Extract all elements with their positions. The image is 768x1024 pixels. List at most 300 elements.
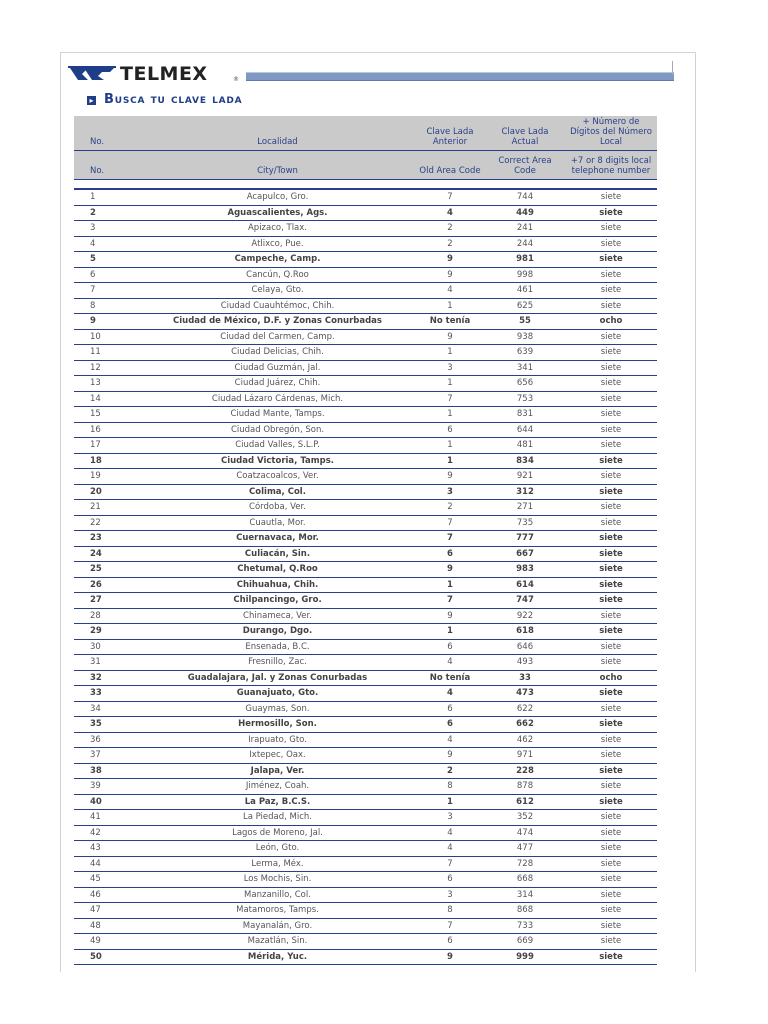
telmex-header [66,60,682,90]
cell-no: 26 [74,577,140,593]
cell-new-code: 669 [485,934,565,950]
cell-old-code: 3 [415,810,485,826]
table-row [74,453,657,469]
cell-digits: siete [565,562,657,578]
cell-digits: siete [565,469,657,485]
cell-city: Chinameca, Ver. [140,608,415,624]
cell-city: Ciudad Victoria, Tamps. [140,453,415,469]
cell-no: 45 [74,872,140,888]
table-row [74,903,657,919]
registered-mark: ® [233,76,239,83]
cell-old-code: 6 [415,701,485,717]
cell-digits: siete [565,686,657,702]
cell-new-code: 983 [485,562,565,578]
header-row-english [74,151,657,180]
cell-old-code: 9 [415,252,485,268]
cell-city: León, Gto. [140,841,415,857]
table-row [74,376,657,392]
table-row [74,887,657,903]
cell-digits: siete [565,608,657,624]
col-header-no-en: No. [74,151,140,180]
cell-city: Guadalajara, Jal. y Zonas Conurbadas [140,670,415,686]
cell-digits: siete [565,763,657,779]
cell-new-code: 341 [485,360,565,376]
cell-digits: ocho [565,314,657,330]
cell-new-code: 625 [485,298,565,314]
cell-city: Ixtepec, Oax. [140,748,415,764]
table-row [74,934,657,950]
cell-new-code: 462 [485,732,565,748]
cell-no: 34 [74,701,140,717]
cell-city: Cancún, Q.Roo [140,267,415,283]
cell-old-code: 4 [415,732,485,748]
cell-no: 7 [74,283,140,299]
cell-new-code: 614 [485,577,565,593]
cell-no: 35 [74,717,140,733]
cell-city: Ciudad Valles, S.L.P. [140,438,415,454]
cell-digits: siete [565,500,657,516]
cell-old-code: 7 [415,391,485,407]
cell-new-code: 922 [485,608,565,624]
table-row [74,515,657,531]
cell-old-code: 1 [415,577,485,593]
cell-old-code: 2 [415,500,485,516]
cell-old-code: 3 [415,484,485,500]
cell-no: 4 [74,236,140,252]
cell-city: Ciudad Mante, Tamps. [140,407,415,423]
cell-old-code: 9 [415,748,485,764]
cell-city: Ciudad Juárez, Chih. [140,376,415,392]
cell-new-code: 55 [485,314,565,330]
cell-new-code: 244 [485,236,565,252]
table-row [74,205,657,221]
table-row [74,593,657,609]
cell-no: 30 [74,639,140,655]
cell-no: 9 [74,314,140,330]
cell-digits: siete [565,655,657,671]
brand-name: TELMEX [120,63,208,85]
cell-no: 15 [74,407,140,423]
cell-digits: siete [565,903,657,919]
cell-city: Durango, Dgo. [140,624,415,640]
cell-old-code: 1 [415,624,485,640]
cell-digits: siete [565,949,657,965]
cell-old-code: 1 [415,407,485,423]
cell-new-code: 921 [485,469,565,485]
cell-new-code: 493 [485,655,565,671]
cell-new-code: 999 [485,949,565,965]
table-row [74,314,657,330]
cell-old-code: 6 [415,639,485,655]
cell-old-code: 1 [415,298,485,314]
cell-digits: siete [565,407,657,423]
cell-no: 1 [74,189,140,205]
cell-new-code: 656 [485,376,565,392]
table-row [74,298,657,314]
cell-new-code: 314 [485,887,565,903]
cell-city: Ciudad Cuauhtémoc, Chih. [140,298,415,314]
cell-city: Ciudad del Carmen, Camp. [140,329,415,345]
cell-old-code: 7 [415,918,485,934]
cell-digits: siete [565,329,657,345]
cell-old-code: 3 [415,360,485,376]
col-header-correct-code: Correct Area Code [485,151,565,180]
cell-digits: siete [565,934,657,950]
table-row [74,701,657,717]
table-row [74,825,657,841]
cell-digits: siete [565,872,657,888]
cell-digits: siete [565,376,657,392]
cell-new-code: 747 [485,593,565,609]
table-row [74,655,657,671]
cell-digits: siete [565,546,657,562]
cell-city: Ciudad de México, D.F. y Zonas Conurbadas [140,314,415,330]
table-row [74,949,657,965]
table-row [74,252,657,268]
table-row [74,438,657,454]
cell-new-code: 639 [485,345,565,361]
cell-new-code: 352 [485,810,565,826]
cell-no: 36 [74,732,140,748]
cell-no: 19 [74,469,140,485]
col-header-digits: +7 or 8 digits local telephone number [565,151,657,180]
cell-no: 20 [74,484,140,500]
cell-old-code: 1 [415,794,485,810]
cell-city: La Piedad, Mich. [140,810,415,826]
cell-old-code: 8 [415,903,485,919]
cell-new-code: 33 [485,670,565,686]
cell-old-code: 6 [415,934,485,950]
table-row [74,732,657,748]
cell-new-code: 777 [485,531,565,547]
cell-city: Lerma, Méx. [140,856,415,872]
cell-new-code: 878 [485,779,565,795]
cell-city: Los Mochis, Sin. [140,872,415,888]
cell-city: Campeche, Camp. [140,252,415,268]
cell-old-code: 4 [415,825,485,841]
cell-new-code: 744 [485,189,565,205]
cell-no: 48 [74,918,140,934]
cell-digits: siete [565,748,657,764]
cell-no: 5 [74,252,140,268]
cell-new-code: 668 [485,872,565,888]
cell-city: Chetumal, Q.Roo [140,562,415,578]
cell-no: 28 [74,608,140,624]
table-row [74,810,657,826]
cell-old-code: 4 [415,283,485,299]
cell-old-code: 6 [415,717,485,733]
table-row [74,841,657,857]
cell-old-code: No tenía [415,314,485,330]
table-row [74,469,657,485]
cell-city: Ciudad Delicias, Chih. [140,345,415,361]
cell-old-code: 7 [415,189,485,205]
cell-new-code: 646 [485,639,565,655]
cell-new-code: 228 [485,763,565,779]
cell-city: Irapuato, Gto. [140,732,415,748]
cell-old-code: 7 [415,593,485,609]
table-row [74,639,657,655]
table-row [74,546,657,562]
cell-digits: siete [565,360,657,376]
cell-city: Coatzacoalcos, Ver. [140,469,415,485]
cell-old-code: 9 [415,949,485,965]
cell-digits: siete [565,422,657,438]
cell-new-code: 831 [485,407,565,423]
cell-digits: siete [565,825,657,841]
table-row [74,577,657,593]
cell-old-code: 4 [415,686,485,702]
cell-digits: siete [565,252,657,268]
cell-new-code: 868 [485,903,565,919]
table-row [74,484,657,500]
cell-digits: siete [565,283,657,299]
col-header-digitos: + Número de Dígitos del Número Local [565,116,657,151]
table-row [74,918,657,934]
cell-digits: siete [565,205,657,221]
table-row [74,236,657,252]
cell-digits: siete [565,887,657,903]
cell-digits: siete [565,298,657,314]
table-row [74,531,657,547]
cell-old-code: 4 [415,841,485,857]
header-divider [672,61,673,75]
cell-no: 46 [74,887,140,903]
cell-new-code: 312 [485,484,565,500]
cell-old-code: 9 [415,608,485,624]
cell-no: 38 [74,763,140,779]
cell-old-code: 2 [415,221,485,237]
cell-no: 24 [74,546,140,562]
table-row [74,856,657,872]
cell-no: 47 [74,903,140,919]
cell-city: Guanajuato, Gto. [140,686,415,702]
table-row [74,872,657,888]
cell-digits: siete [565,717,657,733]
telmex-logo-icon [68,64,116,84]
cell-city: Manzanillo, Col. [140,887,415,903]
cell-digits: siete [565,267,657,283]
table-row [74,500,657,516]
col-header-clave-anterior: Clave Lada Anterior [415,116,485,151]
cell-digits: siete [565,841,657,857]
cell-digits: siete [565,189,657,205]
table-row [74,422,657,438]
cell-digits: siete [565,856,657,872]
table-row [74,329,657,345]
table-row [74,608,657,624]
cell-city: Apizaco, Tlax. [140,221,415,237]
cell-no: 42 [74,825,140,841]
cell-digits: siete [565,701,657,717]
cell-new-code: 612 [485,794,565,810]
cell-old-code: 1 [415,345,485,361]
cell-city: Ciudad Obregón, Son. [140,422,415,438]
cell-old-code: 1 [415,453,485,469]
cell-city: Celaya, Gto. [140,283,415,299]
cell-old-code: 6 [415,546,485,562]
cell-no: 8 [74,298,140,314]
cell-city: Guaymas, Son. [140,701,415,717]
cell-digits: ocho [565,670,657,686]
cell-new-code: 753 [485,391,565,407]
col-header-old-code: Old Area Code [415,151,485,180]
table-row [74,221,657,237]
cell-no: 16 [74,422,140,438]
table-row [74,686,657,702]
cell-digits: siete [565,593,657,609]
cell-no: 50 [74,949,140,965]
cell-new-code: 662 [485,717,565,733]
cell-city: Ensenada, B.C. [140,639,415,655]
cell-city: La Paz, B.C.S. [140,794,415,810]
cell-new-code: 477 [485,841,565,857]
cell-new-code: 938 [485,329,565,345]
cell-new-code: 981 [485,252,565,268]
cell-new-code: 644 [485,422,565,438]
cell-city: Lagos de Moreno, Jal. [140,825,415,841]
cell-no: 6 [74,267,140,283]
cell-new-code: 733 [485,918,565,934]
cell-digits: siete [565,438,657,454]
cell-old-code: 9 [415,329,485,345]
table-row [74,670,657,686]
cell-digits: siete [565,484,657,500]
cell-no: 37 [74,748,140,764]
cell-no: 22 [74,515,140,531]
cell-city: Fresnillo, Zac. [140,655,415,671]
cell-city: Cuautla, Mor. [140,515,415,531]
area-code-table [74,116,657,965]
cell-new-code: 971 [485,748,565,764]
cell-no: 41 [74,810,140,826]
cell-no: 11 [74,345,140,361]
cell-no: 18 [74,453,140,469]
cell-old-code: 7 [415,856,485,872]
cell-digits: siete [565,391,657,407]
cell-old-code: 2 [415,236,485,252]
header-row-spanish [74,116,657,151]
table-row [74,283,657,299]
table-row [74,267,657,283]
cell-no: 2 [74,205,140,221]
cell-old-code: 4 [415,205,485,221]
header-spacer [74,180,657,190]
cell-city: Acapulco, Gro. [140,189,415,205]
cell-city: Matamoros, Tamps. [140,903,415,919]
cell-old-code: 6 [415,872,485,888]
cell-old-code: 2 [415,763,485,779]
cell-old-code: No tenía [415,670,485,686]
cell-no: 40 [74,794,140,810]
col-header-clave-actual: Clave Lada Actual [485,116,565,151]
cell-digits: siete [565,794,657,810]
cell-no: 29 [74,624,140,640]
table-row [74,794,657,810]
cell-city: Mayanalán, Gro. [140,918,415,934]
cell-no: 14 [74,391,140,407]
cell-new-code: 622 [485,701,565,717]
table-row [74,562,657,578]
cell-city: Ciudad Guzmán, Jal. [140,360,415,376]
cell-old-code: 1 [415,376,485,392]
cell-new-code: 474 [485,825,565,841]
cell-digits: siete [565,515,657,531]
cell-no: 31 [74,655,140,671]
page-title: Busca tu clave lada [104,92,243,107]
cell-digits: siete [565,221,657,237]
cell-city: Hermosillo, Son. [140,717,415,733]
table-row [74,779,657,795]
cell-old-code: 4 [415,655,485,671]
cell-new-code: 241 [485,221,565,237]
cell-city: Jalapa, Ver. [140,763,415,779]
table-row [74,717,657,733]
cell-new-code: 618 [485,624,565,640]
cell-no: 49 [74,934,140,950]
cell-old-code: 8 [415,779,485,795]
cell-digits: siete [565,345,657,361]
cell-city: Colima, Col. [140,484,415,500]
cell-city: Mazatlán, Sin. [140,934,415,950]
cell-old-code: 7 [415,531,485,547]
cell-new-code: 667 [485,546,565,562]
cell-no: 32 [74,670,140,686]
cell-no: 33 [74,686,140,702]
cell-new-code: 449 [485,205,565,221]
cell-city: Jiménez, Coah. [140,779,415,795]
cell-digits: siete [565,453,657,469]
cell-city: Chilpancingo, Gro. [140,593,415,609]
cell-no: 3 [74,221,140,237]
arrow-bullet-icon: ▸ [87,96,96,105]
table-row [74,763,657,779]
table-row [74,345,657,361]
table-row [74,391,657,407]
cell-old-code: 6 [415,422,485,438]
cell-no: 43 [74,841,140,857]
cell-city: Atlixco, Pue. [140,236,415,252]
cell-no: 21 [74,500,140,516]
cell-no: 17 [74,438,140,454]
cell-no: 23 [74,531,140,547]
cell-old-code: 3 [415,887,485,903]
cell-new-code: 834 [485,453,565,469]
cell-no: 25 [74,562,140,578]
cell-digits: siete [565,918,657,934]
table-row [74,189,657,205]
cell-city: Ciudad Lázaro Cárdenas, Mich. [140,391,415,407]
cell-no: 27 [74,593,140,609]
cell-digits: siete [565,732,657,748]
cell-city: Córdoba, Ver. [140,500,415,516]
table-row [74,360,657,376]
cell-digits: siete [565,624,657,640]
table-row [74,407,657,423]
cell-city: Cuernavaca, Mor. [140,531,415,547]
cell-old-code: 9 [415,469,485,485]
cell-no: 12 [74,360,140,376]
cell-city: Mérida, Yuc. [140,949,415,965]
table-row [74,624,657,640]
cell-old-code: 7 [415,515,485,531]
cell-city: Chihuahua, Chih. [140,577,415,593]
header-bar [246,72,674,81]
cell-city: Culiacán, Sin. [140,546,415,562]
cell-digits: siete [565,639,657,655]
col-header-localidad: Localidad [140,116,415,151]
cell-new-code: 735 [485,515,565,531]
